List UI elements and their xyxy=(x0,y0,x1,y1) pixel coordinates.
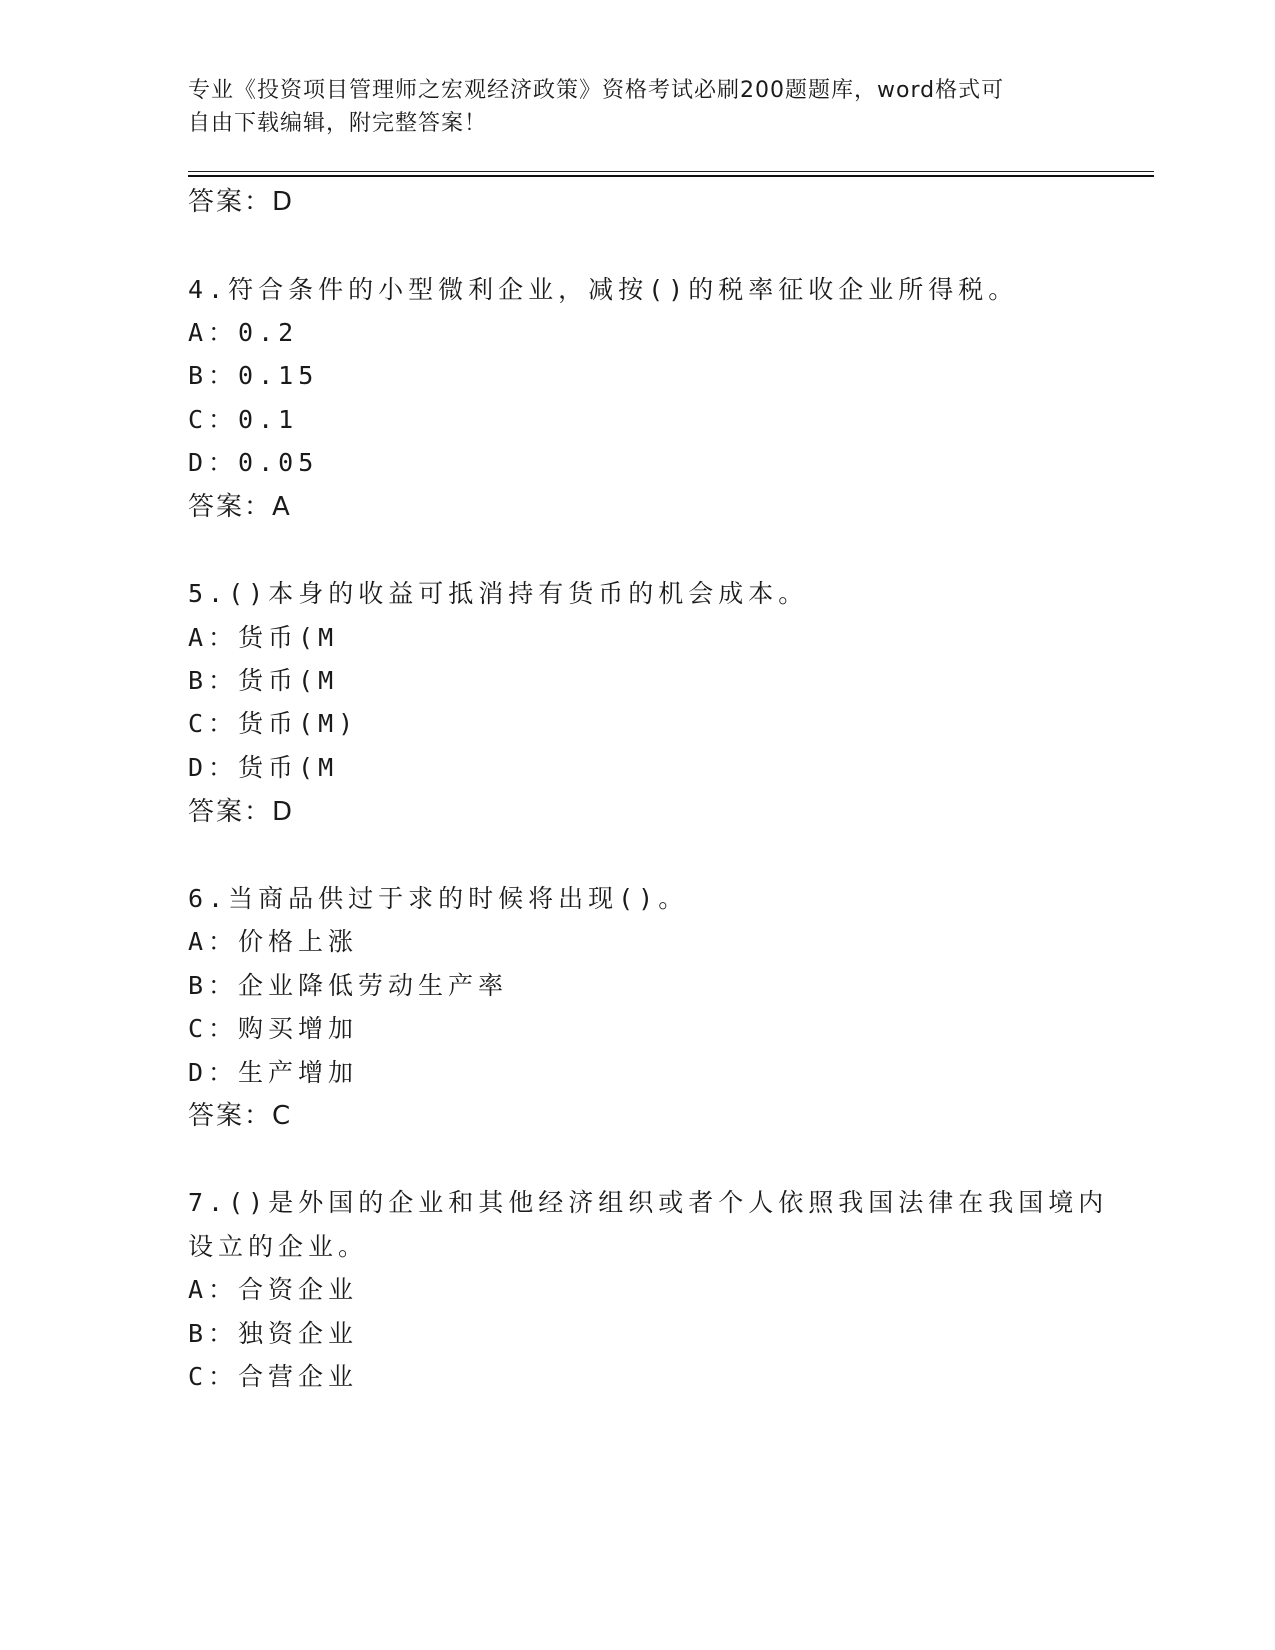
header-line-1: 专业《投资项目管理师之宏观经济政策》资格考试必刷200题题库，word格式可 xyxy=(188,78,1005,103)
question-7-option-b: B：独资企业 xyxy=(188,1319,359,1348)
question-5-option-a: A：货币(M xyxy=(188,623,339,652)
question-7-option-a: A：合资企业 xyxy=(188,1275,359,1304)
question-4-option-a: A：0.2 xyxy=(188,318,299,347)
question-4-answer: 答案：A xyxy=(188,492,292,522)
question-5-answer: 答案：D xyxy=(188,797,295,827)
document-header xyxy=(188,74,1088,140)
question-7-stem-line-2: 设立的企业。 xyxy=(188,1232,369,1261)
question-5-option-b: B：货币(M xyxy=(188,666,339,695)
question-4-option-b: B：0.15 xyxy=(188,361,319,390)
answer-previous: 答案：D xyxy=(188,187,295,217)
header-divider-thick xyxy=(188,175,1154,177)
question-5-stem: 5.()本身的收益可抵消持有货币的机会成本。 xyxy=(188,579,809,608)
question-4-option-c: C：0.1 xyxy=(188,405,299,434)
question-5-option-c: C：货币(M) xyxy=(188,709,359,738)
header-line-2: 自由下载编辑，附完整答案！ xyxy=(188,111,488,136)
question-6-option-b: B：企业降低劳动生产率 xyxy=(188,971,509,1000)
question-6-answer: 答案：C xyxy=(188,1101,293,1131)
question-5-option-d: D：货币(M xyxy=(188,753,339,782)
question-6-stem: 6.当商品供过于求的时候将出现()。 xyxy=(188,884,689,913)
question-6-option-c: C：购买增加 xyxy=(188,1014,359,1043)
question-7-option-c: C：合营企业 xyxy=(188,1362,359,1391)
question-6-option-a: A：价格上涨 xyxy=(188,927,359,956)
question-7-stem-line-1: 7.()是外国的企业和其他经济组织或者个人依照我国法律在我国境内 xyxy=(188,1188,1109,1217)
question-6-option-d: D：生产增加 xyxy=(188,1058,359,1087)
question-4-option-d: D：0.05 xyxy=(188,448,319,477)
question-4-stem: 4.符合条件的小型微利企业，减按()的税率征收企业所得税。 xyxy=(188,275,1019,304)
header-divider-thin xyxy=(188,171,1154,172)
